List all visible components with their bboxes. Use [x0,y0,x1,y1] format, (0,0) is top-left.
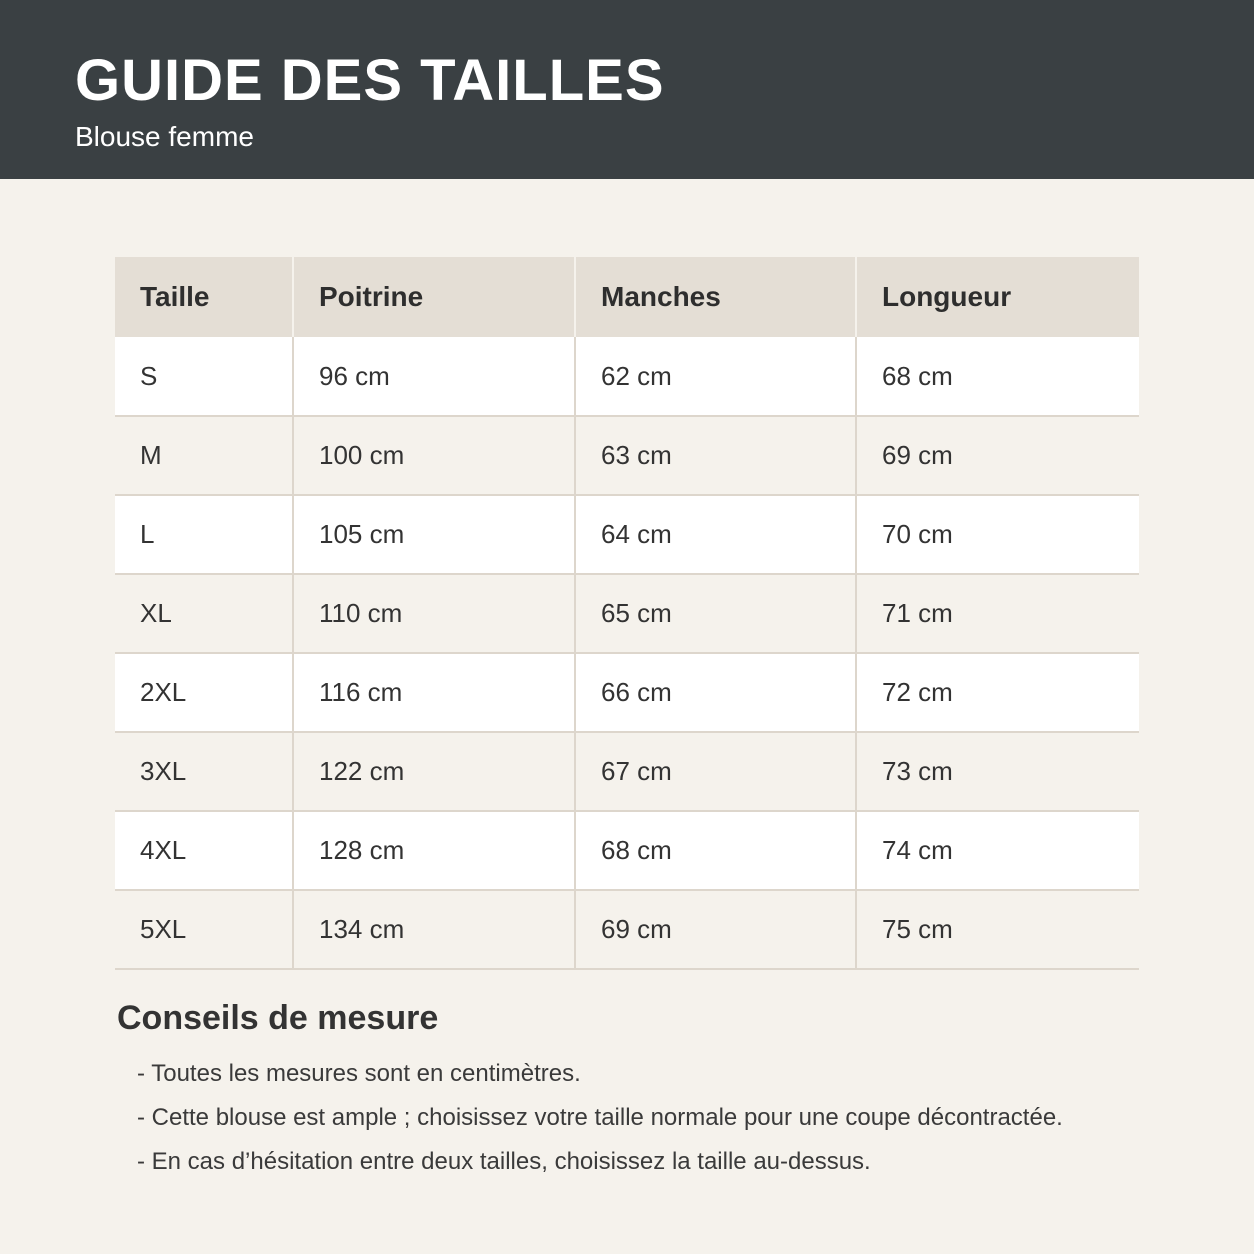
cell-taille: 3XL [115,732,293,811]
cell-longueur: 70 cm [856,495,1139,574]
header-banner [0,0,1254,179]
cell-poitrine: 116 cm [293,653,575,732]
cell-poitrine: 128 cm [293,811,575,890]
cell-longueur: 72 cm [856,653,1139,732]
tips-list [137,1052,1063,1184]
tip-item: - Toutes les mesures sont en centimètres. [137,1060,581,1087]
cell-taille: L [115,495,293,574]
cell-longueur: 71 cm [856,574,1139,653]
page-title: GUIDE DES TAILLES [75,48,665,113]
size-table-header [115,257,1139,337]
table-row [115,732,1139,811]
table-row [115,337,1139,416]
cell-taille: M [115,416,293,495]
cell-poitrine: 105 cm [293,495,575,574]
table-row [115,653,1139,732]
cell-taille: S [115,337,293,416]
header-row [115,257,1139,337]
cell-taille: 4XL [115,811,293,890]
cell-longueur: 74 cm [856,811,1139,890]
tips-heading: Conseils de mesure [117,999,439,1037]
table-row [115,811,1139,890]
cell-poitrine: 110 cm [293,574,575,653]
size-table-body [115,337,1139,969]
tip-item: - Cette blouse est ample ; choisissez votre taille normale pour une coupe décontractée. [137,1104,1063,1131]
cell-taille: 2XL [115,653,293,732]
cell-manches: 64 cm [575,495,856,574]
tip-item: - En cas d’hésitation entre deux tailles, choisissez la taille au-dessus. [137,1148,871,1175]
column-header-taille: Taille [115,257,293,337]
page-subtitle: Blouse femme [75,121,254,152]
cell-poitrine: 96 cm [293,337,575,416]
cell-poitrine: 122 cm [293,732,575,811]
cell-manches: 67 cm [575,732,856,811]
table-row [115,574,1139,653]
table-row [115,495,1139,574]
column-header-manches: Manches [575,257,856,337]
cell-manches: 69 cm [575,890,856,969]
table-row [115,416,1139,495]
cell-longueur: 75 cm [856,890,1139,969]
table-row [115,890,1139,969]
cell-longueur: 73 cm [856,732,1139,811]
size-table [115,257,1139,970]
cell-poitrine: 100 cm [293,416,575,495]
cell-manches: 65 cm [575,574,856,653]
cell-longueur: 68 cm [856,337,1139,416]
cell-manches: 68 cm [575,811,856,890]
cell-longueur: 69 cm [856,416,1139,495]
cell-poitrine: 134 cm [293,890,575,969]
cell-manches: 66 cm [575,653,856,732]
column-header-poitrine: Poitrine [293,257,575,337]
cell-taille: XL [115,574,293,653]
cell-manches: 63 cm [575,416,856,495]
cell-manches: 62 cm [575,337,856,416]
column-header-longueur: Longueur [856,257,1139,337]
cell-taille: 5XL [115,890,293,969]
